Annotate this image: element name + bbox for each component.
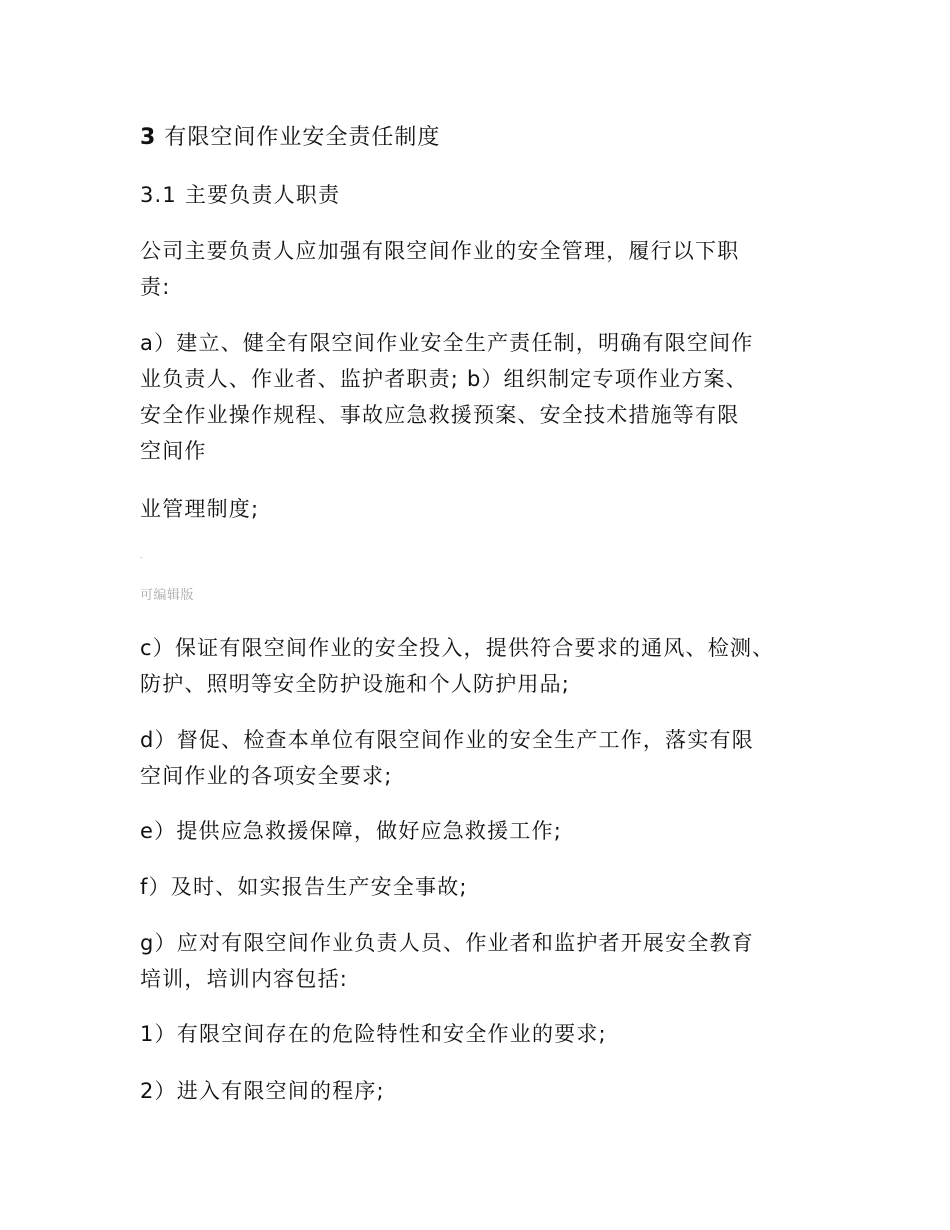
item-a-line-3: 安全作业操作规程、事故应急救援预案、安全技术措施等有限 [140,403,740,427]
section-number: 3 [140,125,157,150]
item-b-continuation: 业管理制度; [140,497,260,521]
item-a-b-paragraph [140,325,830,469]
item-1-paragraph: 1）有限空间存在的危险特性和安全作业的要求; [140,1022,607,1046]
intro-line-2: 责: [140,275,171,299]
page-mark-dot: . [140,551,143,560]
item-f-paragraph: f）及时、如实报告生产安全事故; [140,875,468,899]
item-c-line-2: 防护、照明等安全防护设施和个人防护用品; [140,672,571,696]
intro-line-1: 公司主要负责人应加强有限空间作业的安全管理，履行以下职 [140,239,740,263]
intro-paragraph [140,233,830,305]
item-d-paragraph [140,722,830,794]
item-d-line-2: 空间作业的各项安全要求; [140,764,393,788]
item-g-line-1: g）应对有限空间作业负责人员、作业者和监护者开展安全教育 [140,931,754,955]
item-a-line-2: 业负责人、作业者、监护者职责; b）组织制定专项作业方案、 [140,367,748,391]
section-title: 有限空间作业安全责任制度 [164,125,441,150]
item-2-paragraph: 2）进入有限空间的程序; [140,1079,385,1103]
item-c-paragraph [140,630,830,702]
subsection-heading: 3.1 主要负责人职责 [140,183,341,207]
item-a-line-4: 空间作 [140,439,207,463]
item-e-paragraph: e）提供应急救援保障，做好应急救援工作; [140,819,562,843]
section-heading [140,120,830,156]
editable-watermark: 可编辑版 [140,588,195,603]
item-g-paragraph [140,925,830,997]
item-g-line-2: 培训，培训内容包括: [140,967,349,991]
item-a-line-1: a）建立、健全有限空间作业安全生产责任制，明确有限空间作 [140,331,754,355]
item-c-line-1: c）保证有限空间作业的安全投入，提供符合要求的通风、检测、 [140,636,775,660]
item-d-line-1: d）督促、检查本单位有限空间作业的安全生产工作，落实有限 [140,728,754,752]
